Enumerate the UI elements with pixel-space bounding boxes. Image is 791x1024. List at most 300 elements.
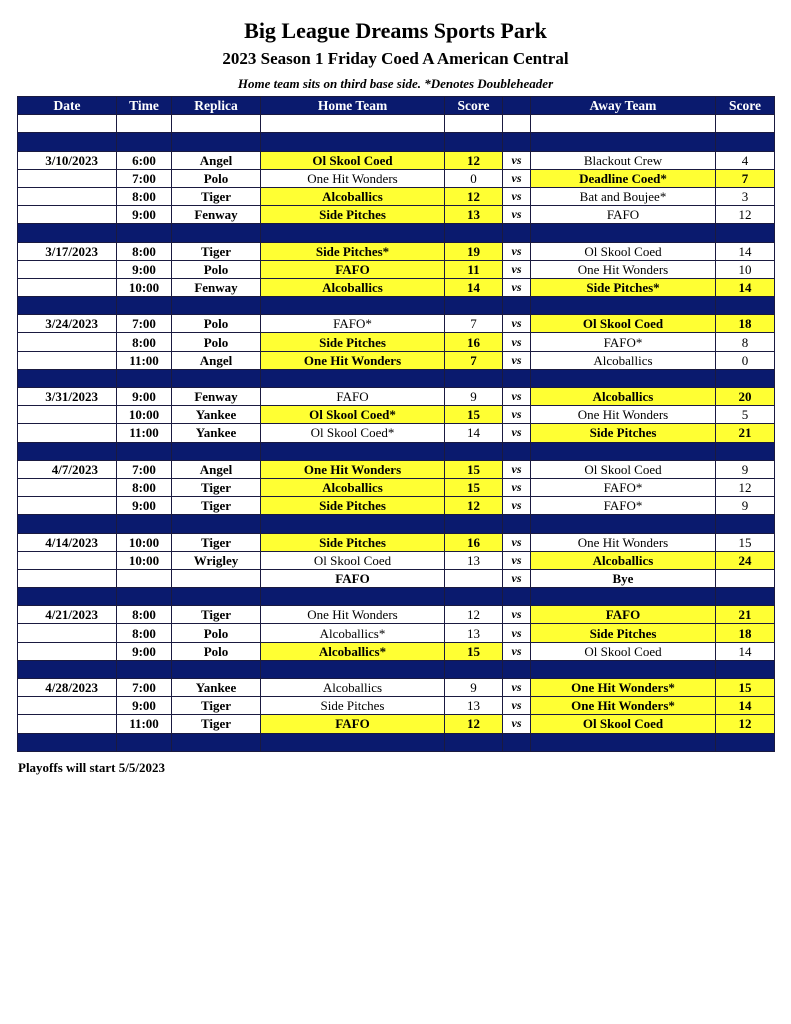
time-cell: 10:00 [117, 406, 172, 424]
replica-cell: Yankee [172, 406, 261, 424]
home-score-cell: 14 [445, 278, 503, 296]
header-vs [503, 97, 531, 115]
empty-cell [18, 115, 117, 133]
away-score-cell: 20 [716, 388, 775, 406]
home-team-cell: Ol Skool Coed [261, 151, 445, 169]
empty-cell [716, 515, 775, 533]
away-score-cell: 4 [716, 151, 775, 169]
away-score-cell: 12 [716, 206, 775, 224]
empty-cell [18, 224, 117, 242]
home-score-cell: 16 [445, 533, 503, 551]
vs-cell: vs [503, 242, 531, 260]
header-row [18, 97, 775, 115]
away-team-cell: Bat and Boujee* [531, 187, 716, 205]
time-cell [117, 569, 172, 587]
empty-cell [117, 115, 172, 133]
time-cell: 8:00 [117, 333, 172, 351]
replica-cell: Tiger [172, 697, 261, 715]
empty-cell [531, 133, 716, 151]
empty-cell [445, 442, 503, 460]
empty-cell [503, 660, 531, 678]
header-away-team: Away Team [531, 97, 716, 115]
time-cell: 11:00 [117, 351, 172, 369]
game-row [18, 715, 775, 733]
time-cell: 7:00 [117, 315, 172, 333]
empty-cell [261, 115, 445, 133]
empty-cell [503, 588, 531, 606]
empty-cell [716, 224, 775, 242]
time-cell: 7:00 [117, 460, 172, 478]
empty-cell [503, 733, 531, 751]
game-row [18, 333, 775, 351]
empty-cell [716, 297, 775, 315]
home-score-cell [445, 569, 503, 587]
home-score-cell: 19 [445, 242, 503, 260]
empty-cell [18, 588, 117, 606]
home-team-cell: Side Pitches* [261, 242, 445, 260]
empty-cell [261, 733, 445, 751]
empty-cell [261, 515, 445, 533]
game-row [18, 206, 775, 224]
replica-cell: Fenway [172, 388, 261, 406]
date-cell [18, 187, 117, 205]
schedule-table [17, 96, 775, 752]
away-score-cell: 0 [716, 351, 775, 369]
away-team-cell: Deadline Coed* [531, 169, 716, 187]
game-row [18, 533, 775, 551]
vs-cell: vs [503, 497, 531, 515]
replica-cell: Yankee [172, 424, 261, 442]
home-score-cell: 12 [445, 187, 503, 205]
empty-cell [261, 442, 445, 460]
replica-cell: Tiger [172, 533, 261, 551]
week-separator-row [18, 442, 775, 460]
playoffs-note: Playoffs will start 5/5/2023 [18, 760, 165, 775]
home-team-cell: Alcoballics* [261, 642, 445, 660]
date-cell [18, 642, 117, 660]
header-date: Date [18, 97, 117, 115]
away-team-cell: Bye [531, 569, 716, 587]
date-cell [18, 406, 117, 424]
vs-cell: vs [503, 715, 531, 733]
empty-cell [18, 297, 117, 315]
vs-cell: vs [503, 333, 531, 351]
empty-cell [445, 297, 503, 315]
away-score-cell: 21 [716, 606, 775, 624]
replica-cell: Tiger [172, 478, 261, 496]
home-score-cell: 15 [445, 642, 503, 660]
date-cell [18, 697, 117, 715]
empty-cell [18, 442, 117, 460]
empty-cell [531, 733, 716, 751]
away-score-cell: 9 [716, 460, 775, 478]
empty-cell [172, 369, 261, 387]
empty-cell [172, 733, 261, 751]
away-team-cell: Side Pitches [531, 624, 716, 642]
time-cell: 10:00 [117, 533, 172, 551]
empty-cell [716, 733, 775, 751]
empty-cell [261, 369, 445, 387]
away-score-cell [716, 569, 775, 587]
replica-cell: Tiger [172, 187, 261, 205]
empty-cell [117, 297, 172, 315]
away-score-cell: 14 [716, 642, 775, 660]
time-cell: 8:00 [117, 478, 172, 496]
time-cell: 11:00 [117, 424, 172, 442]
replica-cell: Polo [172, 333, 261, 351]
away-score-cell: 14 [716, 242, 775, 260]
replica-cell: Polo [172, 169, 261, 187]
time-cell: 8:00 [117, 242, 172, 260]
time-cell: 8:00 [117, 187, 172, 205]
time-cell: 9:00 [117, 497, 172, 515]
replica-cell: Polo [172, 624, 261, 642]
empty-cell [503, 297, 531, 315]
vs-cell: vs [503, 424, 531, 442]
empty-cell [531, 297, 716, 315]
away-score-cell: 7 [716, 169, 775, 187]
empty-cell [18, 733, 117, 751]
date-cell [18, 497, 117, 515]
vs-cell: vs [503, 551, 531, 569]
empty-cell [445, 115, 503, 133]
away-team-cell: Ol Skool Coed [531, 642, 716, 660]
empty-cell [261, 133, 445, 151]
vs-cell: vs [503, 478, 531, 496]
empty-cell [18, 515, 117, 533]
vs-cell: vs [503, 315, 531, 333]
away-team-cell: One Hit Wonders* [531, 697, 716, 715]
empty-cell [445, 369, 503, 387]
empty-cell [117, 733, 172, 751]
vs-cell: vs [503, 533, 531, 551]
date-cell [18, 169, 117, 187]
vs-cell: vs [503, 642, 531, 660]
empty-cell [503, 224, 531, 242]
game-row [18, 351, 775, 369]
header-home-team: Home Team [261, 97, 445, 115]
date-cell [18, 569, 117, 587]
time-cell: 11:00 [117, 715, 172, 733]
vs-cell: vs [503, 388, 531, 406]
home-score-cell: 12 [445, 151, 503, 169]
empty-cell [445, 733, 503, 751]
vs-cell: vs [503, 260, 531, 278]
vs-cell: vs [503, 606, 531, 624]
replica-cell: Angel [172, 351, 261, 369]
game-row [18, 642, 775, 660]
header-away-score: Score [716, 97, 775, 115]
empty-cell [172, 297, 261, 315]
game-row [18, 697, 775, 715]
empty-cell [117, 224, 172, 242]
home-score-cell: 11 [445, 260, 503, 278]
time-cell: 8:00 [117, 606, 172, 624]
date-cell [18, 624, 117, 642]
date-cell [18, 551, 117, 569]
vs-cell: vs [503, 169, 531, 187]
home-score-cell: 13 [445, 624, 503, 642]
home-team-cell: One Hit Wonders [261, 351, 445, 369]
date-cell [18, 351, 117, 369]
vs-cell: vs [503, 206, 531, 224]
empty-cell [716, 115, 775, 133]
empty-cell [117, 369, 172, 387]
game-row [18, 624, 775, 642]
game-row [18, 260, 775, 278]
away-score-cell: 21 [716, 424, 775, 442]
empty-cell [716, 133, 775, 151]
replica-cell: Tiger [172, 242, 261, 260]
away-team-cell: One Hit Wonders [531, 260, 716, 278]
week-separator-row [18, 369, 775, 387]
empty-cell [716, 588, 775, 606]
date-cell: 4/28/2023 [18, 679, 117, 697]
home-team-cell: Side Pitches [261, 333, 445, 351]
home-score-cell: 9 [445, 388, 503, 406]
replica-cell: Wrigley [172, 551, 261, 569]
game-row [18, 242, 775, 260]
empty-cell [261, 297, 445, 315]
home-team-cell: Alcoballics* [261, 624, 445, 642]
away-team-cell: Blackout Crew [531, 151, 716, 169]
away-team-cell: Ol Skool Coed [531, 315, 716, 333]
date-cell: 3/17/2023 [18, 242, 117, 260]
date-cell: 4/7/2023 [18, 460, 117, 478]
empty-cell [445, 660, 503, 678]
away-team-cell: Alcoballics [531, 351, 716, 369]
away-score-cell: 3 [716, 187, 775, 205]
away-score-cell: 12 [716, 478, 775, 496]
header-time: Time [117, 97, 172, 115]
replica-cell: Tiger [172, 606, 261, 624]
empty-cell [117, 660, 172, 678]
vs-cell: vs [503, 697, 531, 715]
vs-cell: vs [503, 187, 531, 205]
home-team-cell: Ol Skool Coed* [261, 406, 445, 424]
home-score-cell: 15 [445, 478, 503, 496]
date-cell [18, 206, 117, 224]
empty-cell [18, 369, 117, 387]
away-team-cell: One Hit Wonders [531, 533, 716, 551]
empty-cell [117, 515, 172, 533]
game-row [18, 460, 775, 478]
away-team-cell: FAFO* [531, 333, 716, 351]
date-cell [18, 333, 117, 351]
away-score-cell: 18 [716, 315, 775, 333]
replica-cell: Tiger [172, 715, 261, 733]
date-cell: 3/24/2023 [18, 315, 117, 333]
empty-cell [531, 442, 716, 460]
week-separator-row [18, 733, 775, 751]
home-team-cell: One Hit Wonders [261, 606, 445, 624]
schedule-note: Home team sits on third base side. *Denotes Doubleheader [237, 76, 554, 91]
time-cell: 10:00 [117, 278, 172, 296]
home-team-cell: FAFO [261, 569, 445, 587]
away-team-cell: FAFO [531, 606, 716, 624]
game-row [18, 187, 775, 205]
away-team-cell: One Hit Wonders* [531, 679, 716, 697]
date-cell: 4/14/2023 [18, 533, 117, 551]
away-team-cell: FAFO* [531, 497, 716, 515]
game-row [18, 424, 775, 442]
empty-cell [503, 442, 531, 460]
empty-cell [18, 660, 117, 678]
away-team-cell: Alcoballics [531, 551, 716, 569]
empty-cell [445, 133, 503, 151]
empty-cell [531, 660, 716, 678]
vs-cell: vs [503, 278, 531, 296]
empty-cell [531, 224, 716, 242]
empty-cell [503, 369, 531, 387]
empty-cell [261, 660, 445, 678]
home-team-cell: FAFO [261, 260, 445, 278]
replica-cell: Polo [172, 642, 261, 660]
empty-cell [172, 660, 261, 678]
empty-cell [445, 588, 503, 606]
away-score-cell: 14 [716, 697, 775, 715]
replica-cell: Polo [172, 260, 261, 278]
replica-cell: Angel [172, 151, 261, 169]
home-score-cell: 15 [445, 406, 503, 424]
date-cell [18, 260, 117, 278]
empty-cell [172, 588, 261, 606]
away-score-cell: 10 [716, 260, 775, 278]
away-score-cell: 18 [716, 624, 775, 642]
home-score-cell: 13 [445, 697, 503, 715]
empty-cell [261, 588, 445, 606]
home-team-cell: Side Pitches [261, 697, 445, 715]
empty-cell [172, 442, 261, 460]
home-team-cell: FAFO [261, 388, 445, 406]
home-score-cell: 12 [445, 715, 503, 733]
replica-cell: Tiger [172, 497, 261, 515]
game-row [18, 388, 775, 406]
date-cell: 3/31/2023 [18, 388, 117, 406]
home-score-cell: 13 [445, 551, 503, 569]
away-score-cell: 8 [716, 333, 775, 351]
home-score-cell: 12 [445, 497, 503, 515]
replica-cell: Polo [172, 315, 261, 333]
week-separator-row [18, 133, 775, 151]
game-row [18, 478, 775, 496]
empty-cell [716, 442, 775, 460]
empty-cell [503, 515, 531, 533]
away-team-cell: Alcoballics [531, 388, 716, 406]
time-cell: 6:00 [117, 151, 172, 169]
empty-cell [445, 224, 503, 242]
away-team-cell: Side Pitches* [531, 278, 716, 296]
vs-cell: vs [503, 406, 531, 424]
empty-cell [716, 660, 775, 678]
empty-cell [531, 588, 716, 606]
away-team-cell: One Hit Wonders [531, 406, 716, 424]
time-cell: 10:00 [117, 551, 172, 569]
away-team-cell: Ol Skool Coed [531, 242, 716, 260]
away-score-cell: 12 [716, 715, 775, 733]
game-row [18, 497, 775, 515]
home-team-cell: One Hit Wonders [261, 460, 445, 478]
week-separator-row [18, 660, 775, 678]
replica-cell [172, 569, 261, 587]
home-team-cell: Alcoballics [261, 478, 445, 496]
date-cell: 4/21/2023 [18, 606, 117, 624]
replica-cell: Fenway [172, 278, 261, 296]
week-separator-row [18, 224, 775, 242]
time-cell: 9:00 [117, 697, 172, 715]
week-separator-row [18, 515, 775, 533]
home-score-cell: 7 [445, 315, 503, 333]
home-team-cell: Alcoballics [261, 278, 445, 296]
page-subtitle: 2023 Season 1 Friday Coed A American Central [222, 49, 569, 68]
away-team-cell: Side Pitches [531, 424, 716, 442]
empty-cell [445, 515, 503, 533]
empty-cell [172, 515, 261, 533]
vs-cell: vs [503, 151, 531, 169]
game-row [18, 551, 775, 569]
time-cell: 9:00 [117, 206, 172, 224]
date-cell [18, 715, 117, 733]
empty-cell [172, 133, 261, 151]
vs-cell: vs [503, 460, 531, 478]
home-score-cell: 7 [445, 351, 503, 369]
away-team-cell: Ol Skool Coed [531, 715, 716, 733]
time-cell: 7:00 [117, 169, 172, 187]
date-cell [18, 478, 117, 496]
game-row [18, 679, 775, 697]
home-score-cell: 13 [445, 206, 503, 224]
empty-cell [503, 133, 531, 151]
empty-cell [531, 515, 716, 533]
empty-cell [261, 224, 445, 242]
home-team-cell: Side Pitches [261, 206, 445, 224]
away-score-cell: 24 [716, 551, 775, 569]
away-score-cell: 14 [716, 278, 775, 296]
home-team-cell: Side Pitches [261, 497, 445, 515]
vs-cell: vs [503, 679, 531, 697]
empty-cell [531, 115, 716, 133]
empty-cell [172, 224, 261, 242]
empty-cell [172, 115, 261, 133]
home-score-cell: 12 [445, 606, 503, 624]
home-team-cell: Ol Skool Coed [261, 551, 445, 569]
time-cell: 7:00 [117, 679, 172, 697]
away-score-cell: 15 [716, 679, 775, 697]
away-score-cell: 9 [716, 497, 775, 515]
home-team-cell: FAFO [261, 715, 445, 733]
home-score-cell: 0 [445, 169, 503, 187]
home-team-cell: Alcoballics [261, 187, 445, 205]
game-row [18, 569, 775, 587]
game-row [18, 169, 775, 187]
date-cell [18, 424, 117, 442]
time-cell: 9:00 [117, 388, 172, 406]
away-team-cell: FAFO [531, 206, 716, 224]
game-row [18, 151, 775, 169]
home-team-cell: Ol Skool Coed* [261, 424, 445, 442]
game-row [18, 315, 775, 333]
empty-cell [18, 133, 117, 151]
home-score-cell: 9 [445, 679, 503, 697]
vs-cell: vs [503, 351, 531, 369]
time-cell: 8:00 [117, 624, 172, 642]
home-score-cell: 14 [445, 424, 503, 442]
date-cell: 3/10/2023 [18, 151, 117, 169]
header-home-score: Score [445, 97, 503, 115]
empty-cell [117, 133, 172, 151]
date-cell [18, 278, 117, 296]
time-cell: 9:00 [117, 642, 172, 660]
